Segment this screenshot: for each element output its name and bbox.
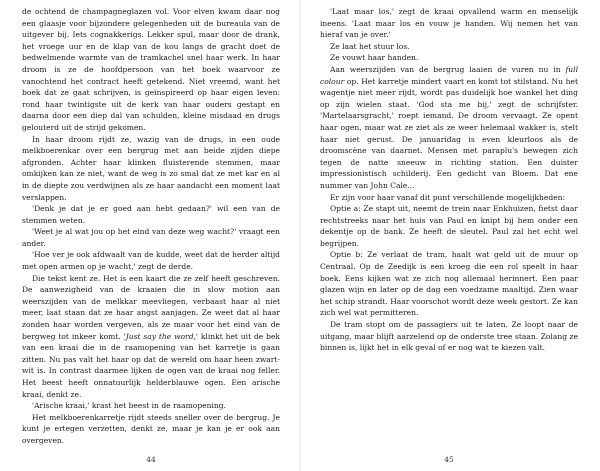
left-page: [22, 6, 280, 466]
text-run: de ochtend de champagneglazen vol. Voor elven kwam daar nog een glaasje voor bijzondere gelegenheden uit de bureaula van de uitgever bij. Iets cognakkerigs. Lekker spul, maar door de drank, het vroege uur en de klap van de kou langs de gracht doet de bedwelmende warmte van de tramkachel snel haar werk. In haar droom is ze de hoofdpersoon van het boek waarvoor ze vanochtend het contract heeft getekend. Niet vreemd, want het boek dat ze gaat schrijven, is geïnspireerd op haar eigen leven: rond haar twintigste uit de kerk van haar ouders gestapt en daarna door een diep dal van schulden, kleine misdaad en drugs gelouterd uit de strijd gekomen.: [22, 7, 280, 132]
text-run: Het melkboerenkarretje rijdt steeds sneller over de bergrug. Je kunt je ertegen verzetten, denkt ze, maar je kan je er ook aan overgeven.: [22, 412, 280, 445]
text-run: Er zijn voor haar vanaf dit punt verschillende mogelijkheden:: [330, 192, 566, 202]
paragraph: [22, 273, 280, 401]
paragraph: [320, 6, 578, 41]
right-page-number: 45: [444, 455, 454, 464]
paragraph: [320, 52, 578, 64]
left-page-number: 44: [146, 455, 156, 464]
paragraph: [320, 41, 578, 53]
paragraph: [22, 226, 280, 249]
paragraph: [320, 319, 578, 354]
text-run: 'Arische kraai,' krast het beest in de raamopening.: [32, 401, 226, 411]
paragraph: [320, 192, 578, 204]
paragraph: [22, 249, 280, 272]
right-page: [320, 6, 578, 466]
paragraph: [22, 400, 280, 412]
italic-text: full colour: [320, 64, 578, 86]
book-gutter: [299, 0, 301, 471]
italic-text: 'Just say the word,': [123, 331, 198, 341]
text-run: Ze vouwt haar handen.: [330, 53, 419, 63]
paragraph: [22, 203, 280, 226]
text-run: In haar droom rijdt ze, wazig van de drugs, in een oude melkboerenkar over een bergrug met aan beide zijden diepe afgronden. Achter haar klinken fluisterende stemmen, maar omkijken kan ze niet, want de weg is zo smal dat ze met kar en al in de diepte zou verdwijnen als ze haar aandacht een moment laat verslappen.: [22, 134, 280, 202]
paragraph: [22, 412, 280, 447]
text-run: Ze laat het stuur los.: [330, 41, 410, 51]
paragraph: [22, 134, 280, 204]
paragraph: [320, 64, 578, 192]
text-run: De tram stopt om de passagiers uit te laten. Ze loopt naar de uitgang, maar blijft aarzelend op de onderste tree staan. Zolang ze binnen is, lijkt het in elk geval of er nog wat te kiezen valt.: [320, 320, 578, 353]
left-page-text: [22, 6, 280, 447]
text-run: 'Hoe ver je ook afdwaalt van de kudde, weet dat de herder altijd met open armen op je wacht,' zegt de derde.: [22, 250, 280, 272]
text-run: Optie a: Ze stapt uit, neemt de trein naar Enkhuizen, fietst daar rechtstreeks naar het huis van Paul en knipt bij hem onder een dekentje op de bank. Ze heeft de sleutel. Paul zal het echt wel begrijpen.: [320, 204, 578, 248]
text-run: op. Het karretje mindert vaart en komt tot stilstand. Nu het wagentje niet meer rijdt, wordt pas duidelijk hoe wankel het ding op zijn wielen staat. 'God sta me bij,' zegt de schrijfster. 'Martelaarsgracht,' roept iemand. De droom vervaagt. Ze opent haar ogen, maar wat ze ziet als ze weer helemaal wakker is, stelt haar niet gerust. De januaridag is even kleurloos als de droomscène van daarnet. Mensen met paraplu's bewegen zich tegen de natte sneeuw in richting station. Een duister impressionistisch schilderij. Een gedicht van Bloem. Dat ene nummer van John Cale...: [320, 76, 578, 190]
paragraph: [22, 6, 280, 134]
paragraph: [320, 249, 578, 319]
text-run: klinkt het uit de bek van een kraai die in de raamopening van het karretje is gaan zitten. Nu pas valt het haar op dat de wereld om haar heen zwart-wit is. In contrast daarmee lijken de ogen van de kraai nog feller. Het beest heeft onnatuurlijk helderblauwe ogen. Een arische kraai, denkt ze.: [22, 331, 280, 399]
text-run: Die tekst kent ze. Het is een kaart die ze zelf heeft geschreven. De aanwezigheid van de kraaien die in slow motion aan weerszijden van de melkkar meevliegen, verbaast haar al niet meer, laat staan dat ze haar angst aanjagen. Ze weet dat al haar zonden haar worden vergeven, als ze maar voor het eind van de bergweg tot inkeer komt.: [22, 273, 280, 341]
text-run: Aan weerszijden van de bergrug laaien de vuren nu in: [330, 64, 566, 74]
text-run: Optie b: Ze verlaat de tram, haalt wat geld uit de muur op Centraal. Op de Zeedijk is een kroeg die een rol speelt in haar boek. Eens kijken wat ze zich nog allemaal herinnert. Een paar glazen wijn en later op de dag een voedzame maaltijd. Zien waar het schip strandt. Haar voorschot wordt deze week gestort. Ze kan zich wel wat permitteren.: [320, 250, 578, 318]
text-run: 'Denk je dat je er goed aan hebt gedaan?' wil een van de stemmen weten.: [22, 204, 280, 225]
right-page-text: [320, 6, 578, 354]
text-run: 'Weet je al wat jou op het eind van deze weg wacht?' vraagt een ander.: [22, 227, 280, 248]
text-run: 'Laat maar los,' zegt de kraai opvallend warm en menselijk ineens. 'Laat maar los en vouw je handen. Wij nemen het van hieraf van je over.': [320, 7, 578, 40]
paragraph: [320, 203, 578, 249]
